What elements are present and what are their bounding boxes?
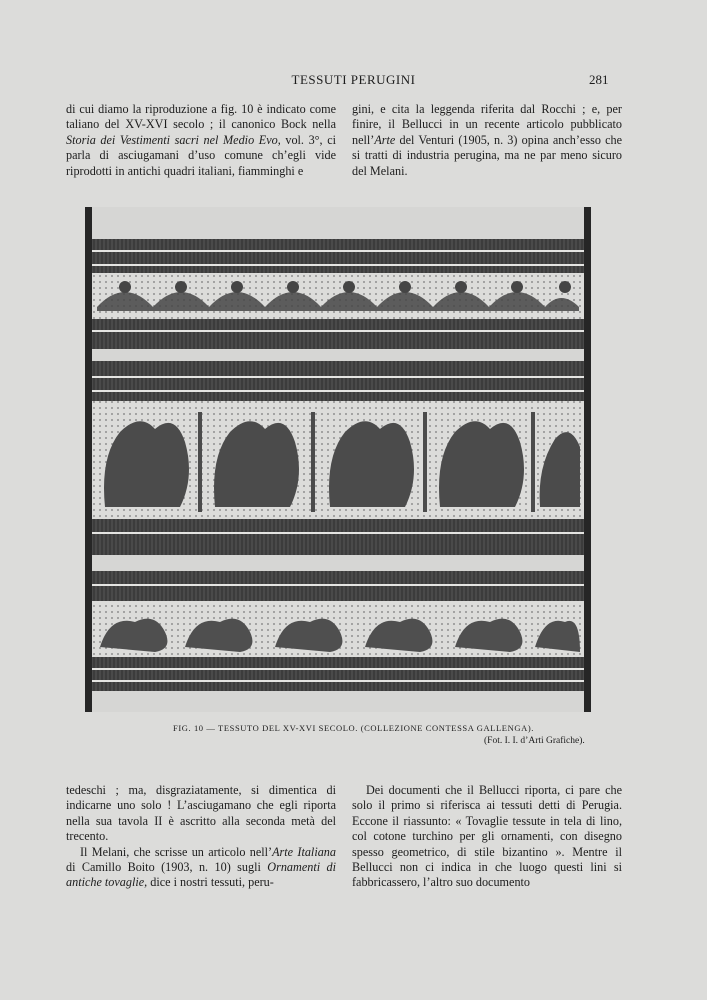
text-column-top-right [352, 102, 622, 179]
paragraph: di cui diamo la riproduzione a fig. 10 è indicato come taliano del XV-XVI secolo ; il canonico Bock nella Storia dei Vestimenti sacri nel Medio Evo, vol. 3°, ci parla di asciugamani d’uso comune ch’egli vide riprodotti in antichi quadri italiani, fiamminghi e [66, 102, 336, 178]
photo-credit: (Fot. I. I. d’Arti Grafiche). [484, 736, 585, 746]
paragraph: Il Melani, che scrisse un articolo nell’Arte Italiana di Camillo Boito (1903, n. 10) sugli Ornamenti di antiche tovaglie, dice i nostri tessuti, peru- [66, 844, 336, 890]
text-column-top-left [66, 102, 336, 179]
textile-photograph [85, 207, 591, 712]
paragraph: gini, e cita la leggenda riferita dal Rocchi ; e, per finire, il Bellucci in un recente articolo pubblicato nell’Arte del Venturi (1905, n. 3) opina anch’esso che si tratti di industria perugina, ma ne par meno sicuro del Melani. [352, 102, 622, 178]
paragraph: tedeschi ; ma, disgraziatamente, si dimentica di indicarne uno solo ! L’asciugamano che egli riporta nella sua tavola II è ascritto alla seconda metà del trecento. [66, 783, 336, 844]
paragraph: Dei documenti che il Bellucci riporta, ci pare che solo il primo si riferisca ai tessuti detti di Perugia. Eccone il riassunto: « Tovaglie tessute in tela di lino, col cotone turchino per gli ornamenti, con disegno spesso geometrico, di stile bizantino ». Mentre il Bellucci non ci indica in che luogo questi lini si fabbricassero, l’altro suo documento [352, 783, 622, 890]
page-number: 281 [589, 72, 609, 87]
text-column-bottom-left [66, 783, 336, 891]
text-column-bottom-right [352, 783, 622, 891]
running-title: TESSUTI PERUGINI [291, 72, 416, 87]
figure-caption: FIG. 10 — TESSUTO DEL XV-XVI SECOLO. (COLLEZIONE CONTESSA GALLENGA). [173, 723, 534, 733]
